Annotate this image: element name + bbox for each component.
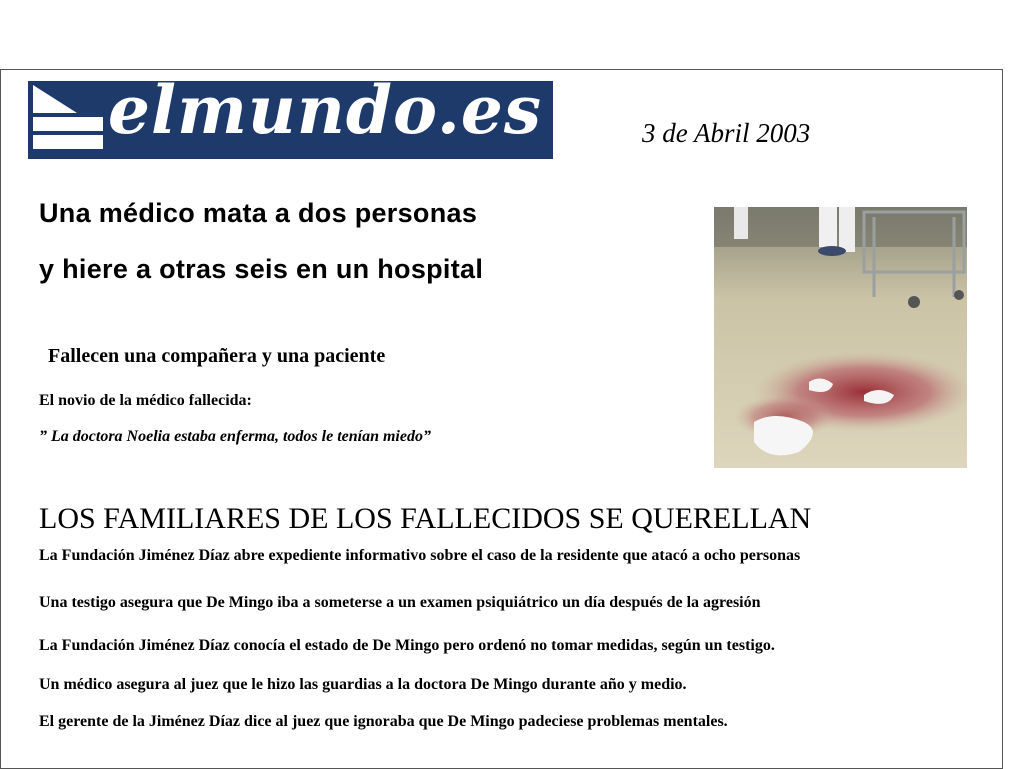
logo-text: elmundo.es xyxy=(108,81,543,149)
quote: ” La doctora Noelia estaba enferma, todos le tenían miedo” xyxy=(39,428,431,445)
novio-label: El novio de la médico fallecida: xyxy=(39,392,252,409)
hospital-floor-photo xyxy=(714,207,967,468)
news-line: El gerente de la Jiménez Díaz dice al juez que ignoraba que De Mingo padeciese problemas mentales. xyxy=(39,713,728,730)
news-line: Una testigo asegura que De Mingo iba a someterse a un examen psiquiátrico un día después de la agresión xyxy=(39,594,761,611)
article-date: 3 de Abril 2003 xyxy=(642,118,811,148)
news-line: La Fundación Jiménez Díaz abre expediente informativo sobre el caso de la residente que atacó a ocho personas xyxy=(39,547,801,564)
news-line: La Fundación Jiménez Díaz conocía el estado de De Mingo pero ordenó no tomar medidas, según un testigo. xyxy=(39,637,775,654)
news-line: Un médico asegura al juez que le hizo las guardias a la doctora De Mingo durante año y medio. xyxy=(39,676,687,693)
elmundo-logo[interactable] xyxy=(28,81,553,159)
subheading: Fallecen una compañera y una paciente xyxy=(48,345,386,367)
headline-line-1: Una médico mata a dos personas xyxy=(39,198,478,228)
headline-line-2: y hiere a otras seis en un hospital xyxy=(39,254,484,284)
big-heading: LOS FAMILIARES DE LOS FALLECIDOS SE QUERELLAN xyxy=(39,502,812,535)
